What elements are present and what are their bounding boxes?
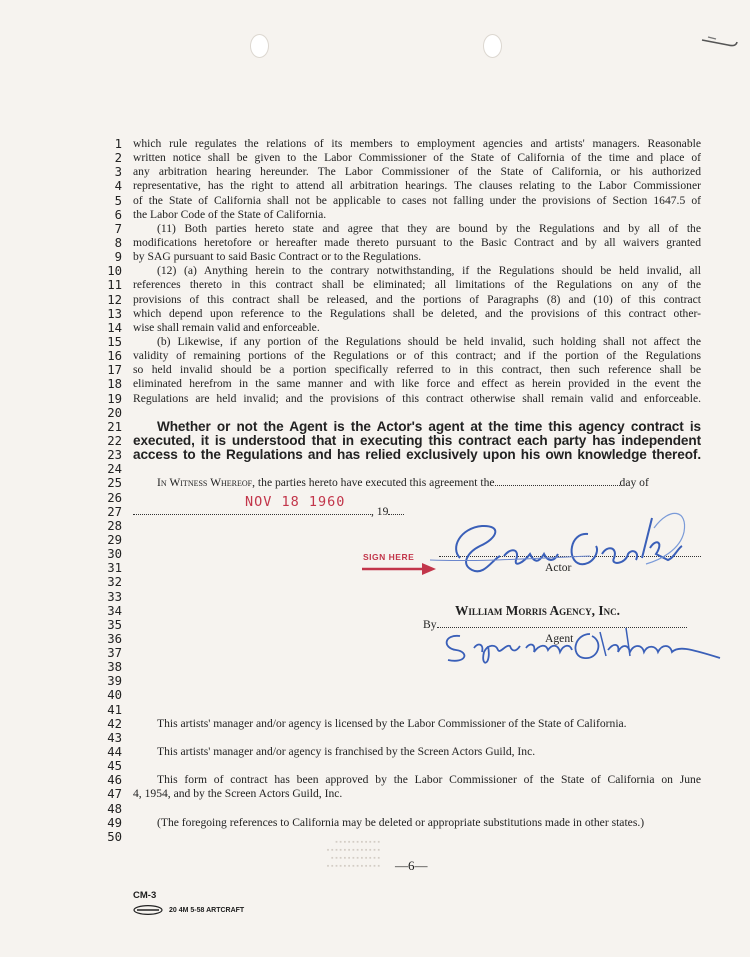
witness-lead: In Witness Whereof, — [157, 476, 256, 490]
agent-signature — [430, 622, 740, 672]
line-number: 15 — [107, 334, 122, 349]
line-number: 26 — [107, 490, 122, 505]
sign-here-label: SIGN HERE — [363, 552, 415, 562]
text-line: modifications heretofore or hereafter made thereto pursuant to the Basic Contract and by all waivers granted — [133, 235, 701, 249]
year-prefix: , 19 — [371, 504, 389, 518]
text-line: Regulations are held invalid; and the provisions of this contract otherwise shall remain valid and enforceable. — [133, 391, 701, 405]
line-number: 50 — [107, 829, 122, 844]
text-line: so held invalid should be a portion specifically referred to in this contract, then such reference shall be — [133, 363, 701, 377]
staple-mark — [700, 36, 740, 50]
blank-line — [133, 703, 701, 717]
text-line: provisions of this contract shall be released, and the portions of Paragraphs (8) and (10) of this contract — [133, 292, 701, 306]
line-number: 25 — [107, 476, 122, 491]
line-number: 43 — [107, 730, 122, 745]
line-number: 19 — [107, 391, 122, 406]
blank-line — [133, 830, 701, 844]
bold-notice — [133, 420, 701, 462]
text-line: validity of remaining portions of the Regulations or of this contract; and if the portion of the Regulations — [133, 349, 701, 363]
text-line: Whether or not the Agent is the Actor's agent at the time this agency contract is — [157, 419, 701, 434]
bleed-through-text: ▪ ▪ ▪ ▪ ▪ ▪ ▪ ▪ ▪ ▪ ▪ ▪ ▪ ▪ ▪ ▪ ▪ ▪ ▪ ▪ ▪ ▪ ▪ ▪ ▪ ▪ ▪ ▪ ▪ ▪ ▪ ▪ ▪ ▪ ▪ ▪ ▪ ▪ ▪ ▪ ▪ ▪ ▪ ▪ ▪ ▪ ▪ ▪ ▪ — [326, 838, 380, 870]
line-number: 7 — [114, 221, 122, 236]
line-number: 28 — [107, 518, 122, 533]
date-stamp: NOV 18 1960 — [245, 494, 346, 510]
by-label: By — [423, 617, 437, 631]
blank-line — [133, 731, 701, 745]
blank-line — [133, 688, 701, 702]
line-number: 13 — [107, 306, 122, 321]
form-code: CM-3 — [133, 890, 157, 901]
text-line: which depend upon reference to the Regulations shall be deleted, and the provisions of this contract other- — [133, 306, 701, 320]
line-number: 27 — [107, 504, 122, 519]
printer-line — [133, 905, 244, 915]
line-number: 38 — [107, 660, 122, 675]
text-line: written notice shall be given to the Labor Commissioner of the State of California of the time and place of — [133, 151, 701, 165]
line-number: 4 — [114, 179, 122, 194]
line-number: 23 — [107, 448, 122, 463]
paragraph-12a — [133, 264, 701, 335]
line-number: 40 — [107, 688, 122, 703]
paragraph-11 — [133, 222, 701, 264]
text-line: references thereto in this contract shall be eliminated; all limitations of the Regulations on any of the — [133, 278, 701, 292]
agent-label: Agent — [545, 631, 574, 645]
witness-line — [133, 476, 701, 490]
day-blank[interactable] — [495, 485, 620, 486]
line-number: 34 — [107, 603, 122, 618]
line-number: 31 — [107, 561, 122, 576]
line-number: 11 — [107, 278, 122, 293]
blank-line — [133, 802, 701, 816]
line-number: 33 — [107, 589, 122, 604]
line-number: 1 — [114, 137, 122, 151]
blank-line — [133, 674, 701, 688]
text-line: eliminated herefrom in the same manner and with like force and effect as herein provided in the event the — [133, 377, 701, 391]
line-number: 39 — [107, 674, 122, 689]
line-number: 5 — [114, 193, 122, 208]
line-number: 3 — [114, 165, 122, 180]
witness-text: the parties hereto have executed this agreement the — [255, 476, 495, 490]
printer-text: 20 4M 5-58 ARTCRAFT — [169, 906, 245, 914]
line-number: 36 — [107, 631, 122, 646]
line-number: 2 — [114, 151, 122, 166]
text-line: wise shall remain valid and enforceable. — [133, 320, 320, 334]
line-number: 44 — [107, 745, 122, 760]
text-line: of the State of California shall not be applicable to cases not falling under the provisions of Section 1647.5 of — [133, 193, 701, 207]
line-number: 46 — [107, 773, 122, 788]
agency-name: William Morris Agency, Inc. — [455, 603, 620, 618]
line-number-column — [98, 137, 122, 844]
line-number: 48 — [107, 801, 122, 816]
text-line: by SAG pursuant to said Basic Contract or to the Regulations. — [133, 250, 422, 264]
line-number: 9 — [114, 250, 122, 265]
line-number: 49 — [107, 815, 122, 830]
line-number: 30 — [107, 547, 122, 562]
union-bug-logo-icon — [133, 905, 163, 915]
actor-signature — [420, 498, 700, 608]
line-number: 18 — [107, 377, 122, 392]
line-number: 37 — [107, 646, 122, 661]
line-number: 47 — [107, 787, 122, 802]
blank-line — [133, 462, 701, 476]
line-number: 12 — [107, 292, 122, 307]
day-of-label: day of — [619, 476, 649, 490]
text-line: the Labor Code of the State of California. — [133, 207, 327, 221]
text-line: which rule regulates the relations of its members to employment agencies and artists' managers. Reasonable — [133, 137, 701, 150]
actor-label: Actor — [545, 561, 572, 575]
text-line: (12) (a) Anything herein to the contrary notwithstanding, if the Regulations should be held invalid, all — [157, 264, 701, 278]
blank-line — [133, 406, 701, 420]
text-line: (11) Both parties hereto state and agree that they are bound by the Regulations and by all of the — [157, 221, 701, 235]
contract-body — [133, 137, 701, 844]
line-number: 41 — [107, 702, 122, 717]
blank-line — [133, 759, 701, 773]
punch-hole — [250, 34, 269, 58]
line-number: 16 — [107, 349, 122, 364]
line-number: 35 — [107, 617, 122, 632]
text-line: any arbitration hearing hereunder. The Labor Commissioner of the State of California, or his authorized — [133, 165, 701, 179]
line-number: 8 — [114, 235, 122, 250]
text-line: executed, it is understood that in executing this contract each party has independent — [133, 433, 701, 448]
line-number: 32 — [107, 575, 122, 590]
text-line: access to the Regulations and has relied exclusively upon his own knowledge thereof. — [133, 448, 701, 463]
paragraph-12b — [133, 335, 701, 406]
arbitration-paragraph — [133, 137, 701, 222]
approved-statement-cont: 4, 1954, and by the Screen Actors Guild, Inc. — [133, 787, 343, 801]
franchised-statement: This artists' manager and/or agency is franchised by the Screen Actors Guild, Inc. — [157, 745, 536, 759]
page-number: —6— — [395, 858, 428, 873]
text-line: representative, has the right to attend all arbitration hearings. The clauses relating to the Labor Commissioner — [133, 179, 701, 193]
line-number: 6 — [114, 207, 122, 222]
line-number: 29 — [107, 532, 122, 547]
line-number: 45 — [107, 759, 122, 774]
punch-hole — [483, 34, 502, 58]
line-number: 22 — [107, 433, 122, 448]
line-number: 21 — [107, 419, 122, 434]
licensed-statement: This artists' manager and/or agency is licensed by the Labor Commissioner of the State of California. — [157, 716, 627, 730]
line-number: 17 — [107, 363, 122, 378]
line-number: 10 — [107, 264, 122, 279]
foregoing-note: (The foregoing references to California may be deleted or appropriate substitutions made in other states.) — [157, 815, 645, 829]
line-number: 20 — [107, 405, 122, 420]
month-blank[interactable] — [133, 514, 371, 515]
year-blank[interactable] — [388, 514, 404, 515]
line-number: 24 — [107, 462, 122, 477]
approved-statement: This form of contract has been approved by the Labor Commissioner of the State of California on June — [157, 773, 701, 787]
text-line: (b) Likewise, if any portion of the Regulations should be held invalid, such holding shall not affect the — [157, 334, 701, 348]
line-number: 14 — [107, 320, 122, 335]
line-number: 42 — [107, 716, 122, 731]
